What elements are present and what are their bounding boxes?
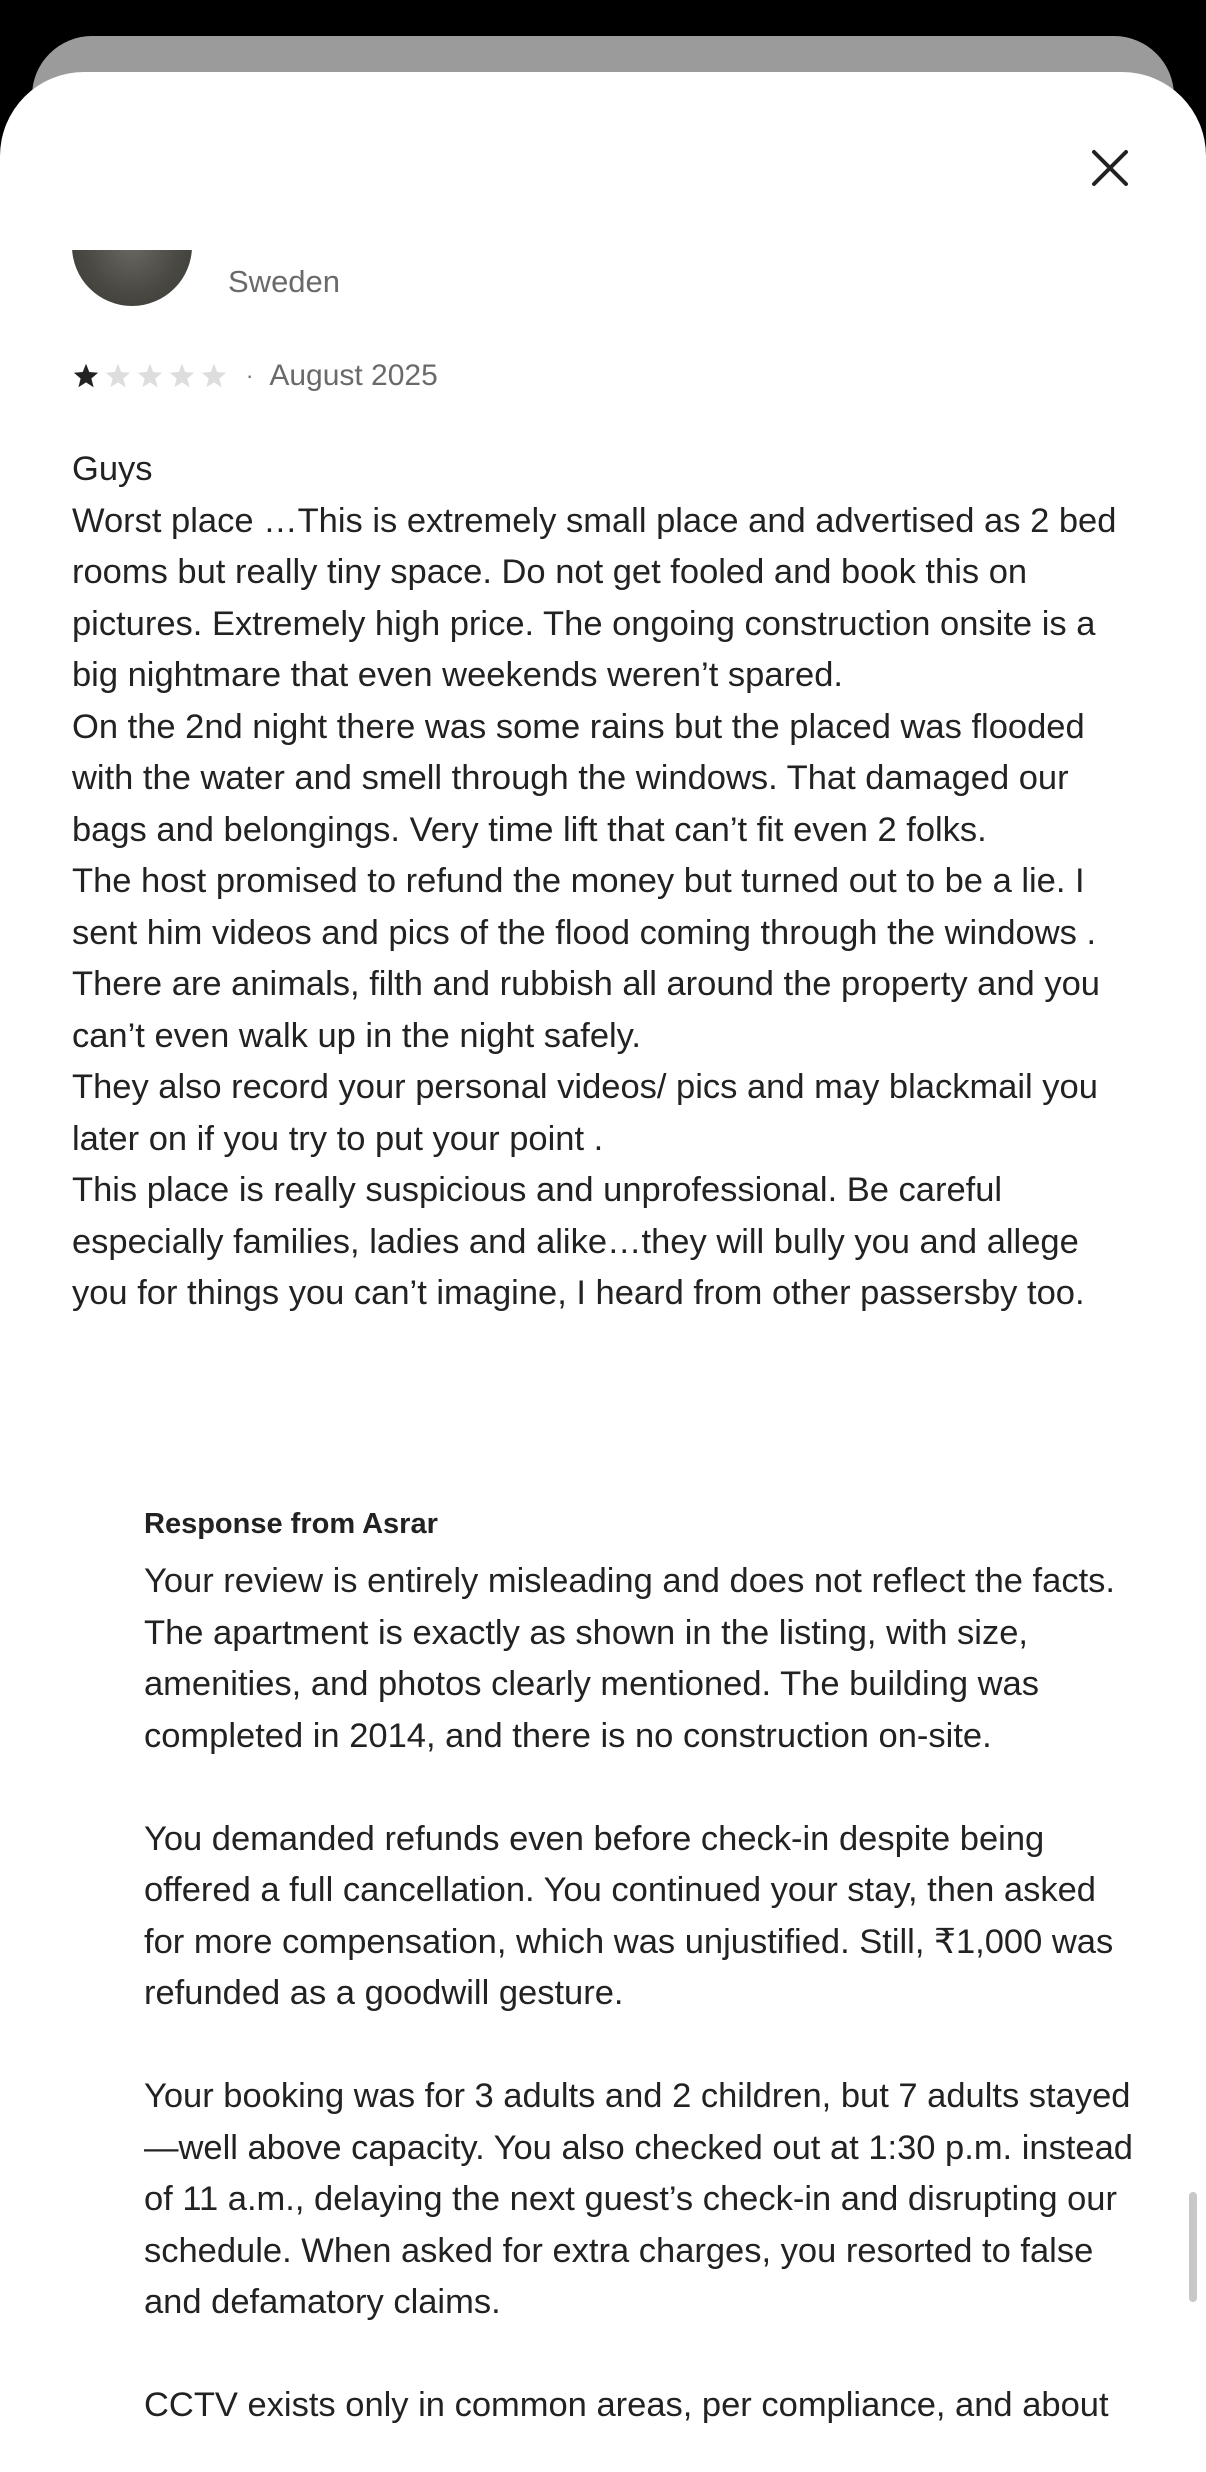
scrollbar-thumb[interactable] xyxy=(1189,2192,1197,2302)
close-icon xyxy=(1090,148,1130,188)
star-empty-icon xyxy=(168,362,196,390)
star-filled-icon xyxy=(72,362,100,390)
rating-row xyxy=(72,354,438,398)
close-button[interactable] xyxy=(1074,132,1146,204)
star-empty-icon xyxy=(104,362,132,390)
review-scroll-area[interactable] xyxy=(0,250,1206,2472)
reviewer-location: Sweden xyxy=(228,264,341,299)
star-empty-icon xyxy=(200,362,228,390)
host-response-text: Your review is entirely misleading and does not reflect the facts. The apartment is exactly as shown in the listing, with size, amenities, and photos clearly mentioned. The building was completed in 2014, and there is no construction on-site. You demanded refunds even before check-in despite being offered a full cancellation. You continued your stay, then asked for more compensation, which was unjustified. Still, ₹1,000 was refunded as a goodwill gesture. Your booking was for 3 adults and 2 children, but 7 adults stayed—well above capacity. You also checked out at 1:30 p.m. instead of 11 a.m., delaying the next guest’s check-in and disrupting our schedule. When asked for extra charges, you resorted to false and defamatory claims. CCTV exists only in common areas, per compliance, and about xyxy=(144,1562,1133,2424)
host-response-title: Response from Asrar xyxy=(144,1508,438,1540)
star-rating xyxy=(72,362,228,390)
date-separator: · xyxy=(246,363,254,388)
reviewer-avatar[interactable] xyxy=(72,250,192,306)
review-text: Guys Worst place …This is extremely small place and advertised as 2 bed rooms but really tiny space. Do not get fooled and book this on pictures. Extremely high price. The ongoing construction onsite is a big nightmare that even weekends weren’t spared. On the 2nd night there was some rains but the placed was flooded with the water and smell through the windows. That damaged our bags and belongings. Very time lift that can’t fit even 2 folks. The host promised to refund the money but turned out to be a lie. I sent him videos and pics of the flood coming through the windows . There are animals, filth and rubbish all around the property and you can’t even walk up in the night safely. They also record your personal videos/ pics and may blackmail you later on if you try to put your point . This place is really suspicious and unprofessional. Be careful especially families, ladies and alike…they will bully you and allege you for things you can’t imagine, I heard from other passersby too. xyxy=(72,450,1117,1312)
star-empty-icon xyxy=(136,362,164,390)
review-modal xyxy=(0,72,1206,2472)
review-date: August 2025 xyxy=(269,359,438,392)
